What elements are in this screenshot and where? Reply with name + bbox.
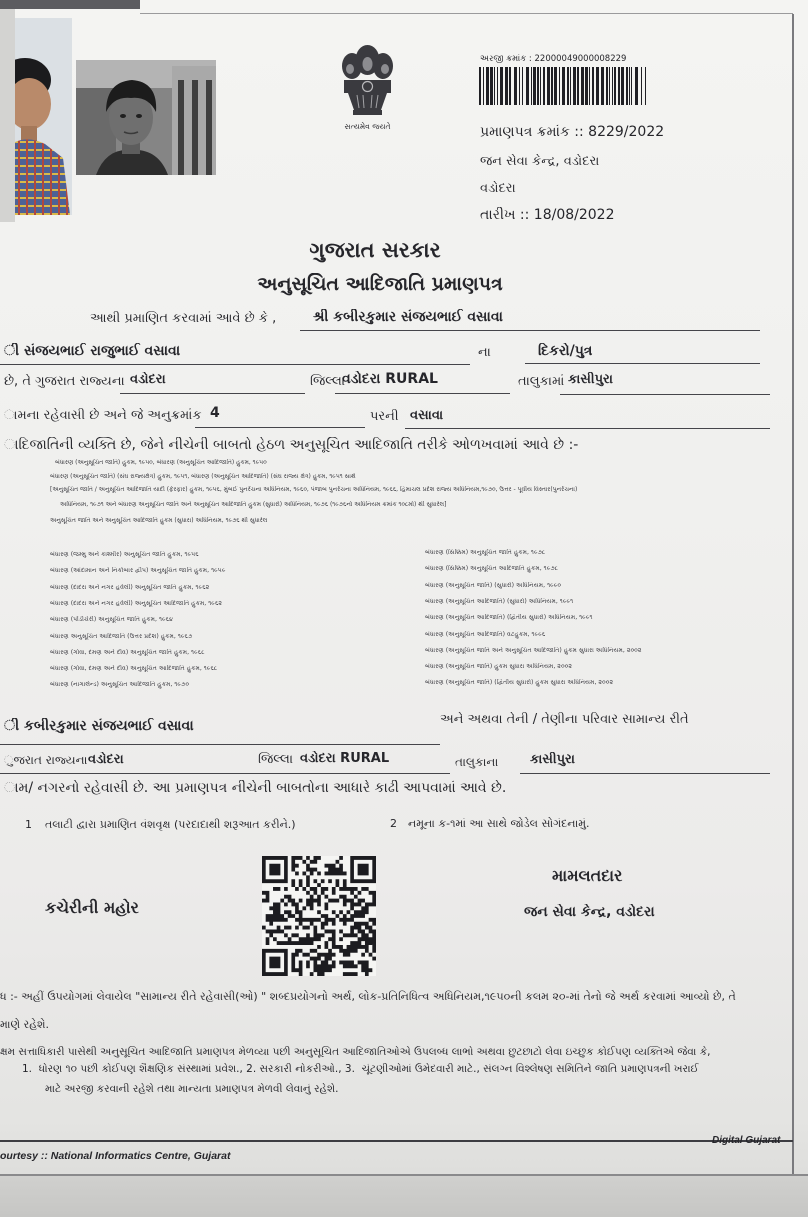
barcode-bar	[577, 67, 579, 105]
village-underline	[560, 394, 770, 395]
parent-name-underline	[0, 364, 470, 365]
residence-district: વડોદરા	[88, 752, 124, 767]
barcode-icon	[478, 67, 650, 105]
barcode-bar	[612, 67, 613, 105]
barcode-bar	[497, 67, 498, 105]
residence-state-label: ુજરાત રાજ્યના	[4, 753, 88, 767]
basis-item-text: નમૂના ક-૧માં આ સાથે જોડેલ સોગંદનામું.	[408, 817, 590, 830]
residence-name-underline	[0, 744, 440, 745]
barcode-bar	[547, 67, 550, 105]
orders-preamble-line: અધિનિયમ, ૧૯૭૧ અને બંધારણ અનુસૂચિત જાતિ અને અનુસૂચિત આદિજાતિ હુકમ (સુધારો) અધિનિયમ, ૧૯૭૬ (૧૯૭૬નો અધિનિયમ ક્રમાંક ૧૦૮મો) થી સુધારેલ]	[60, 501, 447, 508]
orders-right-item: બંધારણ (સિક્કિમ) અનુસૂચિત આદિજાતિ હુકમ, ૧૯૭૮	[425, 565, 559, 572]
applicant-name: શ્રી કબીરકુમાર સંજયભાઈ વસાવા	[313, 309, 503, 325]
tribe-name: વસાવા	[410, 408, 444, 423]
note-verification-items: 1. ધોરણ ૧૦ પછી કોઈપણ શૈક્ષણિક સંસ્થામાં પ્રવેશ., 2. સરકારી નોકરીઓ., 3. ચૂંટણીઓમાં ઉમેદવારી માટે., સંલગ્ન વિશ્લેષણ સમિતિને જાતિ પ્રમાણપત્રની ખરાઈ	[22, 1063, 699, 1075]
barcode-bar	[614, 67, 616, 105]
barcode-bar	[483, 67, 484, 105]
orders-right-item: બંધારણ (અનુસૂચિત આદિજાતિ) (દ્વિતીય સુધારો) અધિનિયમ, ૧૯૯૧	[425, 614, 593, 621]
residence-district-underline	[0, 773, 250, 774]
barcode-bar	[589, 67, 590, 105]
barcode-bar	[581, 67, 584, 105]
top-corner-shadow	[0, 0, 140, 9]
orders-left-item: બંધારણ (ગોવા, દમણ અને દીવ) અનુસૂચિત આદિજાતિ હુકમ, ૧૯૬૮	[50, 665, 218, 672]
officer-title: મામલતદાર	[552, 866, 623, 885]
barcode-bar	[585, 67, 588, 105]
orders-right-item: બંધારણ (સિક્કિમ) અનુસૂચિત જાતિ હુકમ, ૧૯૭૮	[425, 549, 546, 556]
barcode-bar	[567, 67, 569, 105]
of-label: ના	[478, 345, 491, 360]
residence-village: કાસીપુરા	[530, 752, 575, 767]
emblem-motto: સત્યમેવ જયતે	[344, 122, 391, 131]
relation-underline	[525, 363, 760, 364]
orders-right-item: બંધારણ (અનુસૂચિત જાતિ) હુકમ સુધારા અધિનિયમ, ૨૦૦૨	[425, 663, 573, 670]
barcode-bar	[494, 67, 495, 105]
barcode-bar	[601, 67, 604, 105]
residence-taluka: વડોદરા RURAL	[300, 751, 390, 766]
orders-left-item: બંધારણ (ગોવા, દમણ અને દીવ) અનુસૂચિત જાતિ હુકમ, ૧૯૬૮	[50, 649, 205, 656]
village: કાસીપુરા	[568, 372, 613, 387]
note-definition: ધ :- અહીં ઉપયોગમાં લેવાયેલ "સામાન્ય રીતે રહેવાસી(ઓ) " શબ્દપ્રયોગનો અર્થ, લોક-પ્રતિનિધિત્વ અધિનિયમ,૧૯૫૦ની કલમ ૨૦-માં તેનો જે અર્થ કરવામાં આવ્યો છે, તે	[0, 990, 736, 1003]
orders-left-item: બંધારણ (પોંડીચેરી) અનુસૂચિત જાતિ હુકમ, ૧૯૬૪	[50, 616, 173, 623]
barcode-bar	[562, 67, 565, 105]
orders-right-item: બંધારણ (અનુસૂચિત જાતિ અને અનુસૂચિત આદિજાતિ) હુકમ સુધારા અધિનિયમ, ૨૦૦૨	[425, 647, 642, 654]
orders-preamble-line: બંધારણ (અનુસૂચિત જાતિ) (સંઘ રાજ્યક્ષેત્ર) હુકમ, ૧૯૫૧, બંધારણ (અનુસૂચિત આદિજાતિ) (સંઘ રાજ્ય ક્ષેત્ર) હુકમ, ૧૯૫૧ સાથે	[50, 473, 356, 480]
orders-preamble-line: બંધારણ (અનુસૂચિત જાતિ) હુકમ, ૧૯૫૦, બંધારણ (અનુસૂચિત આદિજાતિ) હુકમ, ૧૯૫૦	[55, 459, 267, 466]
taluka-label: તાલુકામાં	[518, 374, 565, 389]
district: વડોદરા	[130, 372, 166, 387]
qr-code-icon	[262, 856, 376, 976]
table-surface	[0, 1176, 808, 1217]
barcode-bar	[573, 67, 576, 105]
barcode-bar	[606, 67, 608, 105]
issuing-office: જન સેવા કેન્દ્ર, વડોદરા	[480, 154, 600, 169]
barcode-bar	[618, 67, 620, 105]
applicant-photo-cropped	[15, 18, 72, 215]
left-edge-shadow	[0, 0, 15, 222]
barcode-bar	[486, 67, 489, 105]
barcode-bar	[554, 67, 557, 105]
orders-left-item: બંધારણ (દાદરા અને નગર હવેલી) અનુસૂચિત જાતિ હુકમ, ૧૯૬૨	[50, 584, 210, 591]
footer-brand: Digital Gujarat	[712, 1135, 781, 1146]
barcode-bar	[592, 67, 594, 105]
orders-right-item: બંધારણ (અનુસૂચિત આદિજાતિ) વટહુકમ, ૧૯૯૬	[425, 631, 546, 638]
barcode-bar	[479, 67, 481, 105]
application-number: અરજી ક્રમાંક : 22000049000008229	[480, 54, 627, 64]
basis-item-number: 2	[390, 817, 397, 830]
taluka-underline	[335, 393, 510, 394]
barcode-bar	[526, 67, 529, 105]
residence-name: ી કબીરકુમાર સંજયભાઈ વસાવા	[4, 718, 194, 734]
barcode-bar	[509, 67, 511, 105]
barcode-bar	[490, 67, 493, 105]
barcode-bar	[543, 67, 545, 105]
top-frame-line	[140, 13, 793, 14]
family-text: અને અથવા તેની / તેણીના પરિવાર સામાન્ય રીતે	[440, 712, 689, 727]
orders-right-item: બંધારણ (અનુસૂચિત આદિજાતિ) (સુધારો) અધિનિયમ, ૧૯૯૧	[425, 598, 574, 605]
orders-right-item: બંધારણ (અનુસૂચિત જાતિ) (દ્વિતીય સુધારો) હુકમ સુધારા અધિનિયમ, ૨૦૦૨	[425, 679, 614, 686]
applicant-name-underline	[300, 330, 760, 331]
note-definition-end: માણે રહેશે.	[0, 1018, 50, 1031]
barcode-bar	[635, 67, 638, 105]
orders-right-item: બંધારણ (અનુસૂચિત જાતિ) (સુધારો) અધિનિયમ, ૧૯૯૦	[425, 582, 562, 589]
residence-district-label: જિલ્લા	[258, 752, 294, 767]
residence-village-underline	[520, 773, 770, 774]
footer-courtesy: ourtesy :: National Informatics Centre, Gujarat	[0, 1150, 231, 1162]
lion-heads	[342, 45, 393, 79]
barcode-bar	[522, 67, 523, 105]
basis-intro: ામ/ નગરનો રહેવાસી છે. આ પ્રમાણપત્ર નીચેની બાબતોના આધારે કાઢી આપવામાં આવે છે.	[4, 780, 507, 796]
residence-taluka-underline	[250, 773, 450, 774]
residence-taluka-label: તાલુકાના	[455, 755, 499, 769]
barcode-bar	[631, 67, 632, 105]
certify-intro: આથી પ્રમાણિત કરવામાં આવે છે કે ,	[90, 311, 277, 326]
barcode-bar	[514, 67, 517, 105]
barcode-bar	[645, 67, 646, 105]
relation: દિકરો/પુત્ર	[538, 343, 593, 359]
taluka: વડોદરા RURAL	[342, 371, 438, 387]
barcode-bar	[551, 67, 553, 105]
orders-left-item: બંધારણ (જમ્મુ અને કાશ્મીર) અનુસૂચિત જાતિ હુકમ, ૧૯૫૬	[50, 551, 199, 558]
barcode-bar	[533, 67, 536, 105]
orders-preamble-line: [અનુસૂચિત જાતિ / અનુસૂચિત આદિજાતિ યાદી (ફેરફાર) હુકમ, ૧૯૫૬, મુંબઈ પુનર્રચના અધિનિયમ, ૧૯૬૦, પંજાબ પુનર્રચના અધિનિયમ, ૧૯૬૬, હિમાચલ પ્રદેશ રાજ્ય અધિનિયમ,૧૯૭૦, ઉત્તર - પૂર્વીય વિસ્તાર(પુનર્રચના)	[50, 486, 578, 493]
certificate-title: અનુસૂચિત આદિજાતિ પ્રમાણપત્ર	[257, 273, 503, 295]
ashoka-emblem-icon	[330, 38, 405, 128]
tribe-underline	[405, 428, 770, 429]
barcode-bar	[559, 67, 560, 105]
basis-item-number: 1	[25, 818, 32, 831]
basis-item-text: તલાટી દ્વારા પ્રમાણિત વંશવૃક્ષ (પરદાદાથી શરૂઆત કરીને.)	[45, 818, 296, 831]
applicant-photo	[76, 60, 216, 175]
orders-left-item: બંધારણ (નાગાલેન્ડ) અનુસૂચિત આદિજાતિ હુકમ, ૧૯૭૦	[50, 681, 190, 688]
serial-underline	[195, 427, 365, 428]
barcode-bar	[570, 67, 571, 105]
certificate-number: પ્રમાણપત્ર ક્રમાંક :: 8229/2022	[480, 124, 665, 140]
serial-label: ામના રહેવાસી છે અને જે અનુક્રમાંક	[4, 408, 202, 423]
issue-date: તારીખ :: 18/08/2022	[480, 207, 615, 223]
right-frame-line	[792, 14, 794, 1174]
state-label: છે, તે ગુજરાત રાજ્યના	[4, 374, 125, 389]
government-title: ગુજરાત સરકાર	[309, 238, 441, 262]
footer-rule	[0, 1140, 793, 1142]
parent-name: ી સંજયભાઈ રાજુભાઈ વસાવા	[4, 343, 181, 359]
barcode-bar	[519, 67, 520, 105]
on-label: પરની	[370, 409, 399, 424]
barcode-bar	[531, 67, 532, 105]
declaration: ાદિજાતિની વ્યક્તિ છે, જેને નીચેની બાબતો હેઠળ અનુસૂચિત આદિજાતિ તરીકે ઓળખવામાં આવે છે :-	[4, 437, 579, 453]
barcode-bar	[505, 67, 508, 105]
orders-left-item: બંધારણ (દાદરા અને નગર હવેલી) અનુસૂચિત આદિજાતિ હુકમ, ૧૯૬૨	[50, 600, 223, 607]
office-seal-label: કચેરીની મહોર	[45, 898, 139, 917]
barcode-bar	[609, 67, 610, 105]
barcode-bar	[629, 67, 630, 105]
orders-left-item: બંધારણ અનુસૂચિત આદિજાતિ (ઉત્તર પ્રદેશ) હુકમ, ૧૯૬૭	[50, 633, 193, 640]
barcode-bar	[540, 67, 541, 105]
note-verification-end: માટે અરજી કરવાની રહેશે તથા માન્યતા પ્રમાણપત્ર મેળવી લેવાનું રહેશે.	[45, 1083, 339, 1095]
lotus-base	[348, 93, 387, 110]
orders-left-item: બંધારણ (આંદામાન અને નિકોબાર દ્વીપ) અનુસૂચિત જાતિ હુકમ, ૧૯૫૯	[50, 567, 226, 574]
barcode-bar	[596, 67, 599, 105]
barcode-bar	[641, 67, 642, 105]
issuing-city: વડોદરા	[480, 181, 516, 196]
barcode-bar	[626, 67, 628, 105]
barcode-bar	[537, 67, 539, 105]
barcode-bar	[500, 67, 503, 105]
serial-number: 4	[210, 405, 220, 421]
orders-preamble-line: અનુસૂચિત જાતિ અને અનુસૂચિત આદિજાતિ હુકમ (સુધારા) અધિનિયમ, ૧૯૭૬ થી સુધારેલ	[50, 517, 268, 524]
barcode-bar	[621, 67, 624, 105]
district-underline	[120, 393, 305, 394]
note-verification: ક્ષમ સત્તાધિકારી પાસેથી અનુસૂચિત આદિજાતિ પ્રમાણપત્ર મેળવ્યા પછી અનુસૂચિત આદિજાતિઓએ ઉપલબ્ધ લાભો અથવા છુટછાટો લેવા ઇચ્છુક કોઈપણ વ્યક્તિએ જેવા કે,	[0, 1046, 711, 1058]
officer-office: જન સેવા કેન્દ્ર, વડોદરા	[524, 904, 655, 920]
district-label: જિલ્લા	[310, 374, 346, 389]
